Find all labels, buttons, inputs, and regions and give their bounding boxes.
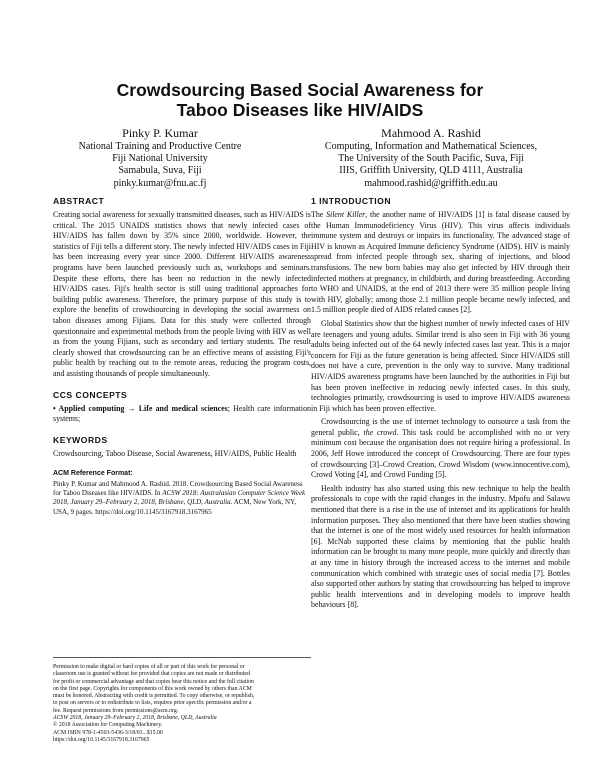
ref-part1: Pinky P. Kumar and Mahmood A. Rashid. 2018. Crowdsourcing Based Social Awareness for Taboo Diseases like HIV/AIDS. In xyxy=(53,479,303,498)
title-line-2: Taboo Diseases like HIV/AIDS xyxy=(176,100,424,120)
title-line-1: Crowdsourcing Based Social Awareness for xyxy=(116,80,484,100)
author-affiliation: Samabula, Suva, Fiji xyxy=(118,165,202,177)
author-name: Mahmood A. Rashid xyxy=(381,126,481,140)
permission-line: to post on servers or to redistribute to lists, requires prior specific permission and/or a xyxy=(53,700,252,707)
abstract-heading: ABSTRACT xyxy=(53,196,105,206)
right-column xyxy=(311,196,570,614)
permission-line: must be honored. Abstracting with credit is permitted. To copy otherwise, or republish, xyxy=(53,693,255,700)
intro-paragraph-3 xyxy=(311,417,570,481)
paper-title xyxy=(40,80,560,120)
intro-p3-a: Crowdsourcing is the use of internet technology to outsource a task from the general public, xyxy=(311,417,570,437)
intro-paragraph-1 xyxy=(311,210,570,316)
permission-line: classroom use is granted without fee provided that copies are not made or distributed xyxy=(53,671,250,678)
intro-paragraph-2: Global Statistics show that the highest number of newly infected cases of HIV are teenagers and young adults. Similar trend is also seen in Fiji with 36 young adults being infected out of the 64 newly infected cases last year. This is a major concern for Fiji as the future generation is being affected. Since HIV/AIDS still does not have a cure, prevention is the only way to survive. Many traditional HIV/AIDS awareness programs have been launched by the authorities in Fiji but has been proven ineffective in reducing newly infected cases. In this study, technologies primarily, crowdsourcing is used to improve HIV/AIDS awareness in Fiji which has been proven effective. xyxy=(311,318,570,413)
permission-line: Permission to make digital or hard copies of all or part of this work for personal or xyxy=(53,664,245,670)
conference-line: ACSW 2018, January 29–February 2, 2018, Brisbane, QLD, Australia xyxy=(53,715,217,722)
intro-paragraph-4: Health industry has also started using this new technique to help the health professionals to cope with the rapid changes in the industry. Mpofu and Salawu mentioned that there is a rise in the use of internet and its applications for health information purposes. They also mentioned that there have been studies showing that the internet is one of the most widely used resources for health information [6]. McNab supported these claims by mentioning that the public health information can be brought to many more people, more quickly and directly than at any time in history through the increased access to the internet and mobile communication which combined with strategic uses of social media [7]. Bottles also supported other authors by stating that crowdsourcing has helped to improve public health interventions and in developing models to improve health behaviours [8]. xyxy=(311,483,570,610)
ccs-heading: CCS CONCEPTS xyxy=(53,389,128,400)
keywords-text: Crowdsourcing, Taboo Disease, Social Awareness, HIV/AIDS, Public Health xyxy=(53,448,297,458)
author-affiliation: IIIS, Griffith University, QLD 4111, Australia xyxy=(339,165,523,177)
abstract-text: Creating social awareness for sexually transmitted diseases, such as HIV/AIDS is critical. The 2015 UNAIDS statistics shows that newly infected cases of HIV/AIDS has fallen down by 35% since 2000, worldwide. However, the statistics of Fiji tells a different story. The newly infected HIV/AIDS cases in Fiji has been increasing every year since 2000. Different HIV/AIDS awareness programs have been launched previously such as, workshops and seminars. Despite these efforts, there has been no reduction in the newly infected HIV/AIDS cases. Fiji's health sector is still using traditional approaches for building public awareness. Therefore, the primary purpose of this study is to explore the benefits of crowdsourcing in developing the social awareness on taboo diseases among Fijians. Data for this study were collected through questionnaire and experimental methods from the people living with HIV as well as from the young Fijians, such as secondary and tertiary students. The result clearly showed that crowdsourcing can be an effective means of assisting Fiji's public health by reaching out to the remote areas, reducing the program costs, and assisting thousands of people simultaneously. xyxy=(53,210,311,378)
permission-line: fee. Request permissions from permissions@acm.org. xyxy=(53,707,179,714)
ccs-concepts xyxy=(53,404,311,425)
author-block-2 xyxy=(306,126,556,190)
permission-footnote xyxy=(53,657,311,744)
intro-p3-italic: the crowd xyxy=(363,427,397,437)
intro-p1-lead: The xyxy=(311,210,327,219)
permission-line: for profit or commercial advantage and that copies bear this notice and the full citation xyxy=(53,678,254,685)
intro-p1-rest: , the another name of HIV/AIDS [1] is fatal disease caused by the Human Immunodeficiency Virus (HIV). This virus affects individuals immune system and destroys or impairs its functionality. The advanced stage of HIV is known as Acquired Immune deficiency Syndrome (AIDS). HIV is mainly spread from infected people through sex, sharing of injections, and blood transfusions. The new born babies may also get infected by HIV through their infected mothers at pregnancy, in childbirth, and during breastfeeding. According to WHO and UNAIDS, at the end of 2013 there were 35 million people living with HIV, globally; among those 2.1 million people became newly infected, and 1.5 million people died of AIDS related causes [2]. xyxy=(311,210,571,315)
intro-p1-italic: Silent Killer xyxy=(326,210,366,219)
author-affiliation: The University of the South Pacific, Suva, Fiji xyxy=(338,153,524,165)
ref-venue: ACSW 2018: Australasian Computer Science Week 2018, January 29–February 2, 2018, Brisbane, QLD, Australia. xyxy=(53,489,306,507)
author-affiliation: Computing, Information and Mathematical Sciences, xyxy=(324,141,538,152)
author-email: pinky.kumar@fnu.ac.fj xyxy=(113,177,207,189)
ccs-rest: ; Health care information systems; xyxy=(53,403,312,424)
author-name: Pinky P. Kumar xyxy=(122,126,198,140)
introduction-heading: 1 INTRODUCTION xyxy=(311,196,392,206)
permission-line: on the first page. Copyrights for components of this work owned by others than ACM xyxy=(53,685,252,692)
intro-p3-b: . This task could be accomplished with no or very minimum cost because the organisation does not require hiring a professional. In 2006, Jeff Howe introduced the concept of Crowdsourcing. There are four types of crowdsourcing [3]–Crowd Creation, Crowd Wisdom (www.innocentive.com), Crowd Voting [4], and Crowd Funding [5]. xyxy=(311,427,571,480)
ref-part2: ACM, New York, NY, USA, 9 pages. https://doi.org/10.1145/3167918.3167965 xyxy=(53,498,297,516)
author-email: mahmood.rashid@griffith.edu.au xyxy=(364,177,498,189)
author-affiliation: Fiji National University xyxy=(112,153,208,165)
doi-line: https://doi.org/10.1145/3167918.3167965 xyxy=(53,736,150,743)
copyright-line: © 2018 Association for Computing Machinery. xyxy=(53,722,163,729)
keywords-heading: KEYWORDS xyxy=(53,434,108,445)
author-block-1 xyxy=(35,126,285,190)
left-column xyxy=(53,196,311,517)
ccs-bullet: • Applied computing → Life and medical sciences xyxy=(53,403,228,413)
isbn-line: ACM ISBN 978-1-4503-5436-3/18/01...$15.00 xyxy=(53,729,163,736)
reference-format-text xyxy=(53,480,311,517)
reference-format-heading: ACM Reference Format: xyxy=(53,470,133,478)
author-affiliation: National Training and Productive Centre xyxy=(78,141,242,152)
